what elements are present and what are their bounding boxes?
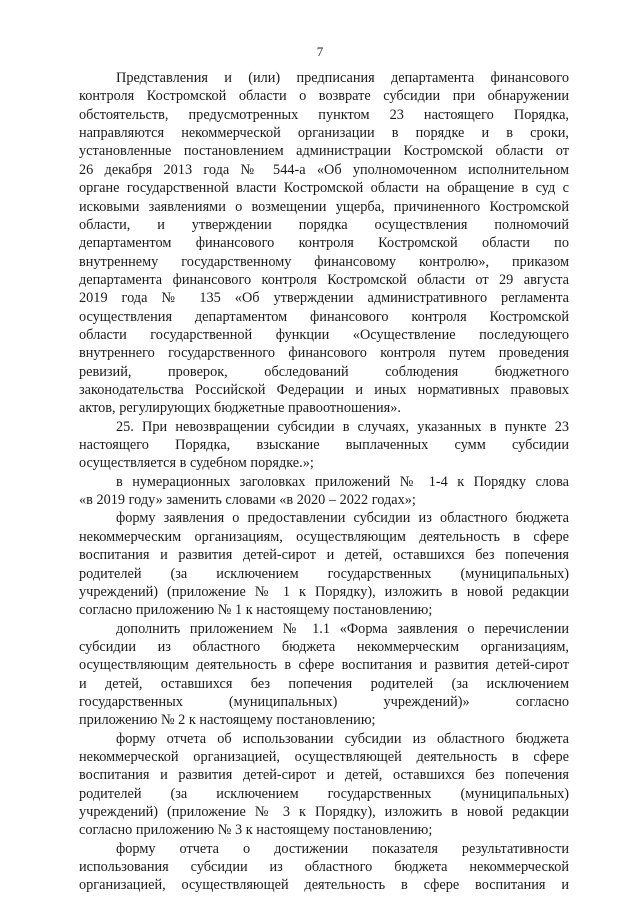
text-line: использования субсидии из областного бюджета некоммерческой [79, 859, 569, 876]
text-line: внутреннего государственного финансового контроля путем проведения [79, 345, 569, 362]
text-line: 25. При невозвращении субсидии в случаях, указанных в пункте 23 [116, 418, 569, 435]
text-line: форму отчета об использовании субсидии из областного бюджета [116, 730, 569, 747]
text-line: согласно приложению № 3 к настоящему постановлению; [79, 822, 433, 839]
text-line: форму заявления о предоставлении субсидии из областного бюджета [116, 510, 569, 527]
text-line: воспитания и развития детей-сирот и детей, оставшихся без попечения [79, 767, 569, 784]
text-line: настоящего Порядка, взыскание выплаченных сумм субсидии [79, 437, 569, 453]
text-line: департамента финансового контроля Костромской области от 29 августа [79, 271, 569, 288]
page-number: 7 [316, 44, 324, 59]
text-line: ревизий, проверок, обследований соблюдения бюджетного [79, 363, 569, 380]
text-line: области государственной функции «Осуществление последующего [79, 326, 569, 343]
text-line: 26 декабря 2013 года № 544-а «Об уполномоченном исполнительном [79, 161, 569, 178]
text-line: внутреннему государственному финансовому контролю», приказом [79, 253, 569, 270]
text-line: направляются некоммерческой организации в порядке и в сроки, [79, 125, 569, 142]
text-line: государственных (муниципальных) учреждений)» согласно [79, 693, 569, 710]
text-line: форму отчета о достижении показателя результативности [116, 840, 569, 857]
text-line: Представления и (или) предписания департамента финансового [116, 70, 569, 86]
text-line: в нумерационных заголовках приложений № 1-4 к Порядку слова [116, 473, 569, 490]
text-line: некоммерческой организацией, осуществляющей деятельность в сфере [79, 749, 569, 765]
text-line: дополнить приложением № 1.1 «Форма заявления о перечислении [116, 620, 569, 637]
text-line: учреждений) (приложение № 3 к Порядку), изложить в новой редакции [79, 804, 569, 820]
text-line: и детей, оставшихся без попечения родителей (за исключением [79, 675, 569, 692]
text-line: родителей (за исключением государственных (муниципальных) [79, 785, 569, 802]
text-line: осуществляется в судебном порядке.»; [79, 455, 314, 472]
text-line: актов, регулирующих бюджетные правоотношения». [79, 400, 401, 417]
text-line: некоммерческим организациям, осуществляющим деятельность в сфере [79, 528, 569, 545]
text-line: учреждений) (приложение № 1 к Порядку), изложить в новой редакции [79, 583, 569, 600]
text-line: приложению № 2 к настоящему постановлению; [79, 712, 376, 729]
text-line: родителей (за исключением государственных (муниципальных) [79, 565, 569, 582]
text-line: осуществляющим деятельность в сфере воспитания и развития детей-сирот [79, 657, 569, 674]
text-line: 2019 года № 135 «Об утверждении административного регламента [79, 290, 569, 307]
text-line: воспитания и развития детей-сирот и детей, оставшихся без попечения [79, 547, 569, 564]
text-line: контроля Костромской области о возврате субсидии при обнаружении [79, 88, 569, 105]
text-line: согласно приложению № 1 к настоящему постановлению; [79, 602, 433, 619]
text-line: органе государственной власти Костромской области на обращение в суд с [79, 180, 569, 197]
text-line: субсидии из областного бюджета некоммерческим организациям, [79, 638, 569, 655]
text-line: установленные постановлением администрации Костромской области от [79, 143, 569, 160]
text-line: организацией, осуществляющей деятельность в сфере воспитания и [79, 877, 569, 894]
text-line: «в 2019 году» заменить словами «в 2020 – 2022 годах»; [79, 492, 416, 509]
text-line: исковыми заявлениями о возмещении ущерба, причиненного Костромской [79, 198, 569, 215]
text-line: законодательства Российской Федерации и иных нормативных правовых [79, 382, 569, 398]
text-line: обстоятельств, предусмотренных пунктом 23 настоящего Порядка, [79, 106, 569, 123]
text-line: департаментом финансового контроля Костромской области по [79, 235, 569, 252]
text-line: области, и утверждении порядка осуществления полномочий [79, 216, 569, 233]
text-line: осуществления департаментом финансового контроля Костромской [79, 308, 569, 325]
